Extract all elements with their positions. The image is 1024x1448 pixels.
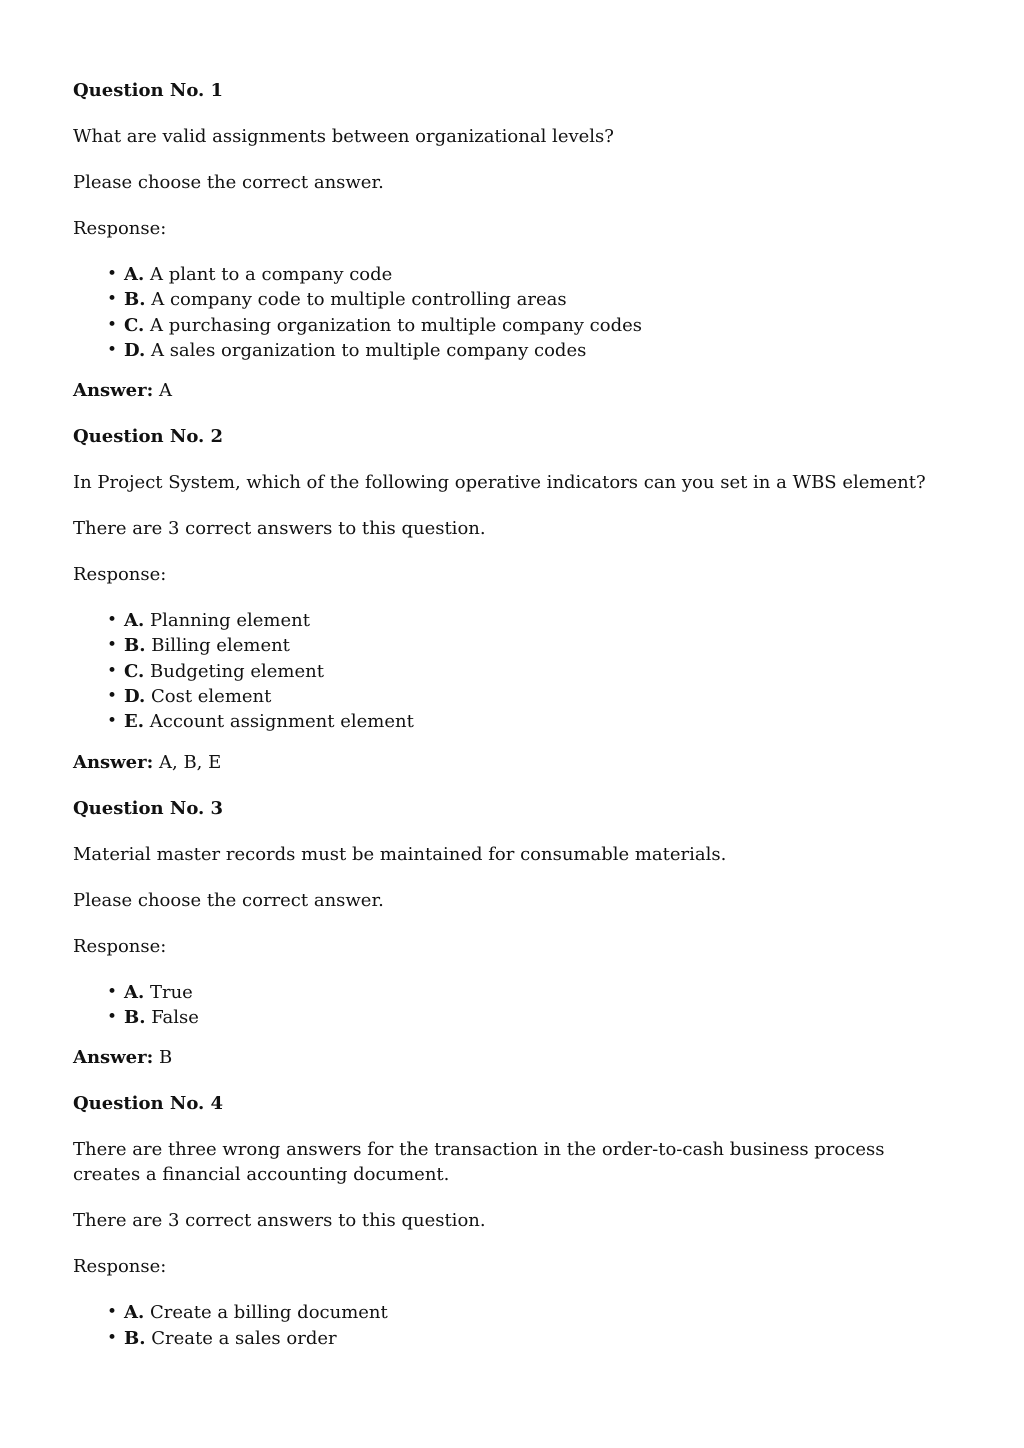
option-item bbox=[107, 1326, 953, 1351]
option-letter: B. bbox=[124, 1327, 146, 1349]
answer-label: Answer: bbox=[73, 380, 154, 402]
question-title: Question No. 2 bbox=[73, 426, 224, 448]
option-item bbox=[107, 659, 953, 684]
bullet-icon: • bbox=[107, 686, 118, 707]
response-label: Response: bbox=[73, 218, 167, 239]
option-letter: C. bbox=[124, 660, 145, 682]
answer-label: Answer: bbox=[73, 751, 154, 773]
option-letter: A. bbox=[124, 1302, 145, 1324]
option-text: A plant to a company code bbox=[149, 264, 393, 285]
option-text: Create a sales order bbox=[151, 1327, 337, 1349]
option-text: A sales organization to multiple company codes bbox=[150, 339, 587, 361]
question-block bbox=[73, 796, 953, 1071]
option-item bbox=[107, 709, 953, 734]
question-text: What are valid assignments between organizational levels? bbox=[73, 126, 614, 147]
question-text: There are three wrong answers for the transaction in the order-to-cash business process creates a financial accounting document. bbox=[73, 1139, 885, 1186]
answer-value: A bbox=[159, 380, 172, 402]
option-letter: B. bbox=[124, 635, 146, 657]
answer-label: Answer: bbox=[73, 1047, 154, 1069]
option-item bbox=[107, 684, 953, 709]
answer-line bbox=[73, 750, 953, 775]
option-item bbox=[107, 1300, 953, 1325]
option-text: Cost element bbox=[150, 686, 272, 708]
option-list bbox=[73, 980, 953, 1031]
bullet-icon: • bbox=[107, 711, 118, 732]
option-text: True bbox=[149, 981, 193, 1003]
option-item bbox=[107, 633, 953, 658]
option-item bbox=[107, 338, 953, 363]
option-letter: E. bbox=[124, 711, 144, 733]
option-letter: B. bbox=[124, 289, 146, 311]
question-instruction: There are 3 correct answers to this question. bbox=[73, 518, 486, 540]
option-text: A company code to multiple controlling areas bbox=[151, 289, 567, 311]
option-item bbox=[107, 262, 953, 287]
option-text: Billing element bbox=[151, 635, 290, 657]
bullet-icon: • bbox=[107, 1006, 118, 1027]
option-text: A purchasing organization to multiple company codes bbox=[150, 314, 643, 336]
question-title: Question No. 4 bbox=[73, 1093, 224, 1115]
answer-line bbox=[73, 378, 953, 403]
option-letter: A. bbox=[124, 610, 145, 632]
question-text: In Project System, which of the following operative indicators can you set in a WBS element? bbox=[73, 472, 926, 494]
bullet-icon: • bbox=[107, 339, 118, 360]
option-letter: B. bbox=[124, 1006, 146, 1028]
option-letter: D. bbox=[124, 686, 146, 708]
option-text: False bbox=[151, 1006, 199, 1028]
question-block bbox=[73, 78, 953, 403]
question-title: Question No. 1 bbox=[73, 80, 224, 101]
option-item bbox=[107, 980, 953, 1005]
option-item bbox=[107, 313, 953, 338]
answer-value: B bbox=[159, 1047, 173, 1069]
option-list bbox=[73, 608, 953, 734]
question-title: Question No. 3 bbox=[73, 797, 224, 819]
option-text: Budgeting element bbox=[150, 660, 324, 682]
question-instruction: Please choose the correct answer. bbox=[73, 172, 384, 193]
bullet-icon: • bbox=[107, 1302, 118, 1323]
option-item bbox=[107, 608, 953, 633]
bullet-icon: • bbox=[107, 610, 118, 631]
option-letter: C. bbox=[124, 314, 145, 336]
document-page bbox=[73, 78, 953, 1366]
bullet-icon: • bbox=[107, 264, 118, 284]
question-instruction: Please choose the correct answer. bbox=[73, 889, 384, 911]
option-list bbox=[73, 1300, 953, 1351]
option-letter: A. bbox=[124, 264, 145, 285]
bullet-icon: • bbox=[107, 635, 118, 656]
response-label: Response: bbox=[73, 935, 167, 957]
option-item bbox=[107, 1005, 953, 1030]
response-label: Response: bbox=[73, 1256, 167, 1278]
bullet-icon: • bbox=[107, 1327, 118, 1348]
question-instruction: There are 3 correct answers to this question. bbox=[73, 1210, 486, 1232]
response-label: Response: bbox=[73, 564, 167, 586]
answer-value: A, B, E bbox=[159, 751, 222, 773]
bullet-icon: • bbox=[107, 314, 118, 335]
option-letter: A. bbox=[124, 981, 145, 1003]
option-letter: D. bbox=[124, 339, 146, 361]
question-text: Material master records must be maintained for consumable materials. bbox=[73, 843, 727, 865]
bullet-icon: • bbox=[107, 289, 118, 310]
answer-line bbox=[73, 1045, 953, 1070]
option-item bbox=[107, 287, 953, 312]
option-text: Planning element bbox=[149, 610, 310, 632]
question-block bbox=[73, 1091, 953, 1351]
option-text: Account assignment element bbox=[149, 711, 414, 733]
option-text: Create a billing document bbox=[149, 1302, 388, 1324]
option-list bbox=[73, 262, 953, 363]
bullet-icon: • bbox=[107, 660, 118, 681]
question-block bbox=[73, 424, 953, 774]
bullet-icon: • bbox=[107, 981, 118, 1002]
